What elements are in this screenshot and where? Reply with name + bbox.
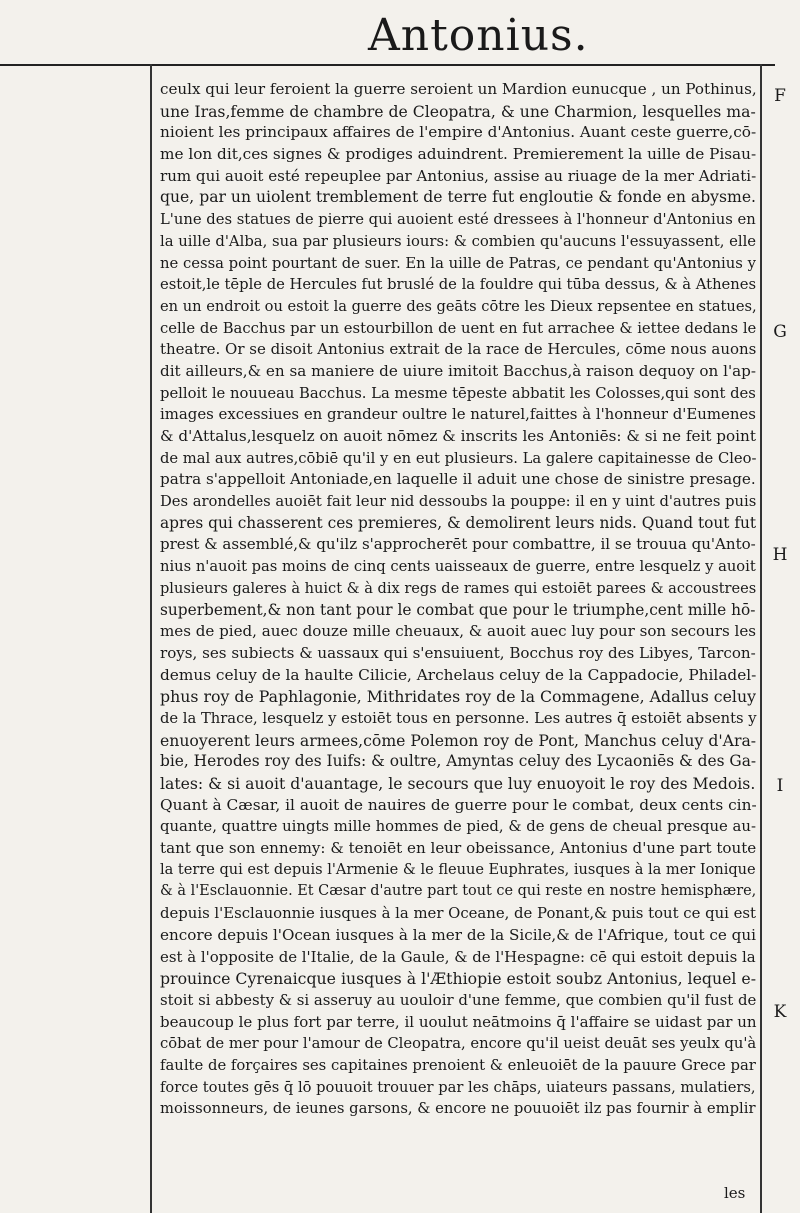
text-line: est à l'opposite de l'Italie, de la Gaule, & de l'Hespagne: cē qui estoit depuis la	[160, 947, 756, 966]
text-line: encore depuis l'Ocean iusques à la mer de la Sicile,& de l'Afrique, tout ce qui	[160, 925, 756, 944]
text-line: mes de pied, auec douze mille cheuaux, & auoit auec luy pour son secours les	[160, 622, 757, 641]
text-line: celle de Bacchus par un estourbillon de uent en fut arrachee & iettee dedans le	[160, 319, 757, 337]
text-line: patra s'appelloit Antoniade,en laquelle il aduit une chose de sinistre presage.	[160, 470, 756, 489]
text-line: ne cessa point pourtant de suer. En la uille de Patras, ce pendant qu'Antonius y	[160, 254, 756, 272]
text-line: nioient les principaux affaires de l'empire d'Antonius. Auant ceste guerre,cō-	[160, 123, 757, 142]
text-line: depuis l'Esclauonnie iusques à la mer Oceane, de Ponant,& puis tout ce qui est	[160, 904, 756, 923]
text-line: rum qui auoit esté repeuplee par Antonius, assise au riuage de la mer Adriati-	[160, 166, 757, 185]
right-margin-rule	[760, 64, 762, 1213]
text-line: prest & assemblé,& qu'ilz s'approcherēt pour combattre, il se trouua qu'Anto-	[160, 535, 756, 554]
left-margin-rule	[150, 64, 152, 1213]
text-line: la uille d'Alba, sua par plusieurs iours: & combien qu'aucuns l'essuyassent, elle	[160, 232, 757, 250]
text-line: ceulx qui leur feroient la guerre seroient un Mardion eunucque , un Pothinus,	[160, 80, 757, 98]
text-line: faulte de forçaires ses capitaines prenoient & enleuoiēt de la pauure Grece par	[160, 1056, 756, 1074]
text-line: demus celuy de la haulte Cilicie, Archelaus celuy de la Cappadocie, Philadel-	[160, 665, 757, 684]
margin-letter-i: I	[776, 776, 784, 796]
text-line: force toutes gēs q̄ lō pouuoit trouuer par les chāps, uiateurs passans, mulatiers,	[160, 1078, 756, 1096]
text-line: tant que son ennemy: & tenoiēt en leur obeissance, Antonius d'une part toute	[160, 839, 757, 858]
text-line: L'une des statues de pierre qui auoient esté dressees à l'honneur d'Antonius en	[160, 211, 756, 229]
margin-letter-f: F	[774, 86, 786, 106]
text-line: pelloit le nouueau Bacchus. La mesme tēpeste abbatit les Colosses,qui sont des	[160, 384, 756, 402]
text-line: prouince Cyrenaicque iusques à l'Æthiopie estoit soubz Antonius, lequel e-	[160, 969, 757, 989]
text-line: images excessiues en grandeur oultre le naturel,faittes à l'honneur d'Eumenes	[160, 405, 756, 424]
text-line: quante, quattre uingts mille hommes de pied, & de gens de cheual presque au-	[160, 817, 756, 836]
text-line: estoit,le tēple de Hercules fut bruslé de la fouldre qui tūba dessus, & à Athenes	[160, 276, 757, 294]
text-line: que, par un uiolent tremblement de terre fut engloutie & fonde en abysme.	[160, 188, 757, 207]
text-line: nius n'auoit pas moins de cinq cents uaisseaux de guerre, entre lesquelz y auoit	[160, 558, 756, 576]
text-line: stoit si abbesty & si asseruy au uouloir d'une femme, que combien qu'il fust de	[160, 990, 757, 1009]
text-line: moissonneurs, de ieunes garsons, & encore ne pouuoiēt ilz pas fournir à emplir	[160, 1100, 756, 1118]
text-line: de la Thrace, lesquelz y estoiēt tous en personne. Les autres q̄ estoiēt absents y	[160, 709, 757, 727]
text-line: & à l'Esclauonnie. Et Cæsar d'autre part tout ce qui reste en nostre hemisphære,	[160, 883, 757, 900]
text-line: de mal aux autres,cōbiē qu'il y en eut plusieurs. La galere capitainesse de Cleo-	[160, 449, 757, 467]
margin-letter-g: G	[773, 322, 787, 342]
text-line: en un endroit ou estoit la guerre des geāts cōtre les Dieux repsentee en statues,	[160, 297, 757, 315]
text-line: roys, ses subiects & uassaux qui s'ensuiuent, Bocchus roy des Libyes, Tarcon-	[160, 643, 756, 662]
text-line: bie, Herodes roy des Iuifs: & oultre, Amyntas celuy des Lycaoniēs & des Ga-	[160, 752, 757, 771]
text-line: la terre qui est depuis l'Armenie & le fleuue Euphrates, iusques à la mer Ionique	[160, 861, 756, 878]
text-line: cōbat de mer pour l'amour de Cleopatra, encore qu'il ueist deuāt ses yeulx qu'à	[160, 1035, 757, 1053]
text-line: me lon dit,ces signes & prodiges aduindrent. Premierement la uille de Pisau-	[160, 145, 757, 164]
header-rule	[0, 64, 775, 66]
page-title: Antonius.	[368, 10, 589, 61]
text-line: apres qui chasserent ces premieres, & demolirent leurs nids. Quand tout fut	[160, 513, 757, 532]
text-line: plusieurs galeres à huict & à dix regs de rames qui estoiēt parees & accoustrees	[160, 579, 757, 597]
text-line: lates: & si auoit d'auantage, le secours que luy enuoyoit le roy des Medois.	[160, 774, 756, 793]
text-line: enuoyerent leurs armees,cōme Polemon roy de Pont, Manchus celuy d'Ara-	[160, 730, 757, 750]
text-line: Quant à Cæsar, il auoit de nauires de guerre pour le combat, deux cents cin-	[160, 795, 757, 814]
catchword: les	[724, 1184, 746, 1202]
text-line: theatre. Or se disoit Antonius extrait de la race de Hercules, cōme nous auons	[160, 340, 757, 359]
text-line: une Iras,femme de chambre de Cleopatra, & une Charmion, lesquelles ma-	[160, 101, 756, 121]
body-text	[160, 79, 760, 1120]
text-line: beaucoup le plus fort par terre, il uoulut neātmoins q̄ l'affaire se uidast par un	[160, 1012, 757, 1031]
margin-letter-h: H	[772, 545, 788, 565]
margin-letter-k: K	[773, 1002, 787, 1022]
text-line: phus roy de Paphlagonie, Mithridates roy de la Commagene, Adallus celuy	[160, 687, 757, 707]
text-line: & d'Attalus,lesquelz on auoit nōmez & inscrits les Antoniēs: & si ne feit point	[160, 427, 756, 445]
text-line: Des arondelles auoiēt fait leur nid dessoubs la pouppe: il en y uint d'autres puis	[160, 493, 757, 511]
text-line: dit ailleurs,& en sa maniere de uiure imitoit Bacchus,à raison dequoy on l'ap-	[160, 361, 756, 380]
text-line: superbement,& non tant pour le combat que pour le triumphe,cent mille hō-	[160, 600, 756, 619]
